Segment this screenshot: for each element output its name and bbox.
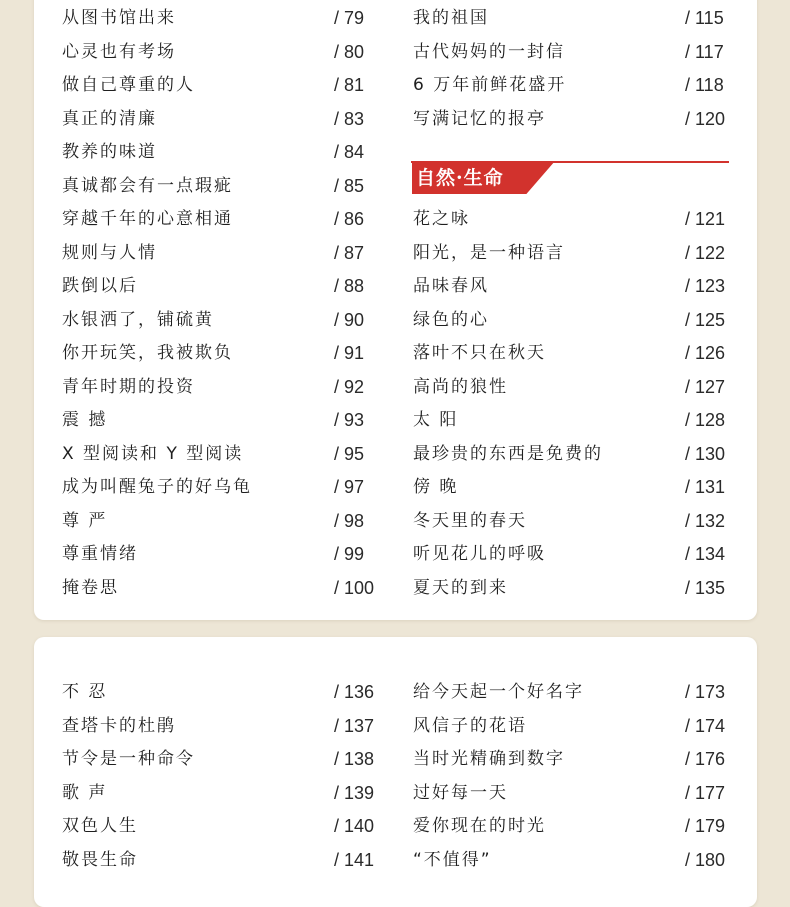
toc-entry-title: 掩卷思 (62, 577, 119, 598)
toc-entry-title: 教养的味道 (62, 142, 157, 162)
toc-entry (413, 778, 733, 808)
toc-entry-title: 节令是一种命令 (62, 749, 195, 769)
toc-entry (413, 204, 733, 234)
toc-entry (62, 238, 380, 268)
toc-entry-title: 你开玩笑，我被欺负 (62, 343, 233, 363)
toc-entry-page: / 180 (685, 849, 726, 870)
toc-entry (413, 539, 733, 569)
toc-entry (413, 573, 733, 603)
toc-entry-title: 水银洒了，铺硫黄 (62, 309, 214, 330)
toc-entry-page: / 141 (334, 849, 375, 870)
section-title: 自然·生命 (416, 167, 504, 189)
toc-entry-title: 古代妈妈的一封信 (413, 41, 565, 62)
toc-entry (62, 405, 380, 435)
toc-entry-page: / 174 (685, 715, 726, 736)
toc-entry-title: 当时光精确到数字 (413, 749, 565, 769)
toc-entry (413, 271, 733, 301)
toc-entry-title: 双色人生 (62, 816, 138, 836)
toc-entry-page: / 126 (685, 343, 726, 363)
toc-entry-page: / 117 (685, 41, 724, 62)
toc-entry-page: / 88 (334, 276, 365, 296)
toc-entry (413, 506, 733, 536)
toc-entry-title: 给今天起一个好名字 (413, 682, 584, 702)
toc-entry-page: / 130 (685, 443, 726, 464)
toc-entry-page: / 122 (685, 242, 726, 263)
toc-entry-title: 冬天里的春天 (413, 510, 527, 531)
toc-entry (413, 744, 733, 774)
toc-entry (62, 372, 380, 402)
toc-entry (62, 3, 380, 33)
toc-entry-title: 做自己尊重的人 (62, 75, 195, 95)
toc-entry (62, 744, 380, 774)
toc-entry (413, 104, 733, 134)
toc-entry-title: 6 万年前鲜花盛开 (413, 75, 567, 95)
toc-entry-title: 阳光，是一种语言 (413, 242, 565, 263)
toc-entry-title: 敬畏生命 (62, 849, 138, 870)
toc-entry-page: / 84 (334, 142, 365, 162)
toc-entry-title: 尊重情绪 (62, 544, 138, 564)
toc-entry-title: 绿色的心 (413, 309, 489, 330)
toc-entry-page: / 97 (334, 477, 365, 497)
toc-entry (62, 778, 380, 808)
toc-entry-title: 听见花儿的呼吸 (413, 544, 546, 564)
toc-entry-page: / 98 (334, 510, 365, 531)
toc-entry (413, 811, 733, 841)
toc-entry (413, 3, 733, 33)
toc-entry-title: 真正的清廉 (62, 108, 157, 129)
toc-entry-title: 爱你现在的时光 (413, 816, 546, 836)
toc-entry-page: / 100 (334, 577, 375, 598)
toc-entry (413, 238, 733, 268)
toc-entry-page: / 176 (685, 749, 726, 769)
toc-entry-title: 心灵也有考场 (62, 41, 176, 62)
toc-entry-title: 跌倒以后 (62, 276, 138, 296)
toc-entry-title: 查塔卡的杜鹃 (62, 715, 176, 736)
toc-entry-title: “不值得” (413, 849, 492, 870)
toc-entry-page: / 139 (334, 782, 375, 803)
toc-entry-page: / 93 (334, 410, 365, 430)
toc-entry (62, 271, 380, 301)
toc-entry (413, 845, 733, 875)
toc-entry-title: 过好每一天 (413, 782, 508, 803)
toc-entry-page: / 81 (334, 75, 365, 95)
toc-entry-page: / 92 (334, 376, 365, 397)
toc-entry-title: 不 忍 (62, 682, 108, 702)
toc-entry-title: 品味春风 (413, 276, 489, 296)
toc-entry (413, 405, 733, 435)
toc-entry-page: / 177 (685, 782, 726, 803)
toc-entry (62, 305, 380, 335)
toc-entry-page: / 118 (685, 75, 724, 95)
toc-entry-title: 从图书馆出来 (62, 8, 176, 28)
toc-entry-page: / 173 (685, 682, 726, 702)
toc-entry-page: / 83 (334, 108, 365, 129)
toc-entry-title: 规则与人情 (62, 242, 157, 263)
toc-entry-title: 尊 严 (62, 510, 108, 531)
toc-entry-title: 高尚的狼性 (413, 376, 508, 397)
toc-entry-page: / 131 (685, 477, 726, 497)
toc-entry-page: / 136 (334, 682, 375, 702)
toc-entry-page: / 132 (685, 510, 726, 531)
toc-entry (62, 204, 380, 234)
toc-entry-title: 写满记忆的报亭 (413, 108, 546, 129)
toc-entry (413, 711, 733, 741)
toc-entry-page: / 134 (685, 544, 726, 564)
toc-entry-title: 震 撼 (62, 410, 108, 430)
toc-entry (413, 338, 733, 368)
toc-entry-page: / 91 (334, 343, 365, 363)
toc-entry-page: / 80 (334, 41, 365, 62)
toc-entry-page: / 127 (685, 376, 726, 397)
toc-entry-page: / 140 (334, 816, 375, 836)
toc-entry (62, 845, 380, 875)
toc-entry-page: / 125 (685, 309, 726, 330)
toc-entry (62, 171, 380, 201)
toc-entry-page: / 99 (334, 544, 365, 564)
toc-entry-page: / 120 (685, 108, 726, 129)
toc-entry (62, 573, 380, 603)
toc-entry (413, 305, 733, 335)
toc-entry-page: / 86 (334, 209, 365, 229)
toc-entry-title: 真诚都会有一点瑕疵 (62, 175, 233, 196)
toc-entry (413, 70, 733, 100)
toc-entry-title: 太 阳 (413, 410, 459, 430)
toc-entry (413, 37, 733, 67)
toc-entry (62, 811, 380, 841)
toc-entry-title: 最珍贵的东西是免费的 (413, 443, 603, 464)
toc-entry (413, 677, 733, 707)
toc-entry-page: / 135 (685, 577, 726, 598)
toc-entry (62, 37, 380, 67)
toc-entry-title: 花之咏 (413, 209, 470, 229)
toc-entry-title: 歌 声 (62, 782, 108, 803)
toc-entry-title: 我的祖国 (413, 8, 489, 28)
toc-entry-page: / 121 (685, 209, 726, 229)
toc-entry-title: 成为叫醒兔子的好乌龟 (62, 477, 252, 497)
toc-entry (413, 439, 733, 469)
toc-entry (413, 472, 733, 502)
toc-entry (62, 104, 380, 134)
toc-entry (62, 472, 380, 502)
toc-entry-page: / 79 (334, 8, 365, 28)
toc-entry-page: / 128 (685, 410, 726, 430)
toc-entry-title: X 型阅读和 Y 型阅读 (62, 443, 244, 464)
toc-entry-page: / 85 (334, 175, 365, 196)
toc-entry-page: / 137 (334, 715, 375, 736)
section-header-nature-life (411, 161, 729, 195)
toc-entry (62, 439, 380, 469)
toc-entry (62, 677, 380, 707)
toc-entry (62, 137, 380, 167)
toc-entry-page: / 138 (334, 749, 375, 769)
toc-entry (62, 70, 380, 100)
toc-entry-title: 风信子的花语 (413, 715, 527, 736)
toc-entry (62, 506, 380, 536)
toc-entry-title: 穿越千年的心意相通 (62, 209, 233, 229)
toc-entry-title: 傍 晚 (413, 477, 459, 497)
toc-entry-page: / 95 (334, 443, 365, 464)
toc-entry (62, 539, 380, 569)
toc-entry-title: 落叶不只在秋天 (413, 343, 546, 363)
toc-entry (62, 338, 380, 368)
toc-entry-page: / 179 (685, 816, 726, 836)
toc-entry-title: 青年时期的投资 (62, 376, 195, 397)
toc-entry-page: / 87 (334, 242, 365, 263)
toc-entry-title: 夏天的到来 (413, 577, 508, 598)
toc-entry (62, 711, 380, 741)
toc-entry-page: / 115 (685, 8, 724, 28)
toc-entry-page: / 123 (685, 276, 726, 296)
toc-entry-page: / 90 (334, 309, 365, 330)
toc-entry (413, 372, 733, 402)
